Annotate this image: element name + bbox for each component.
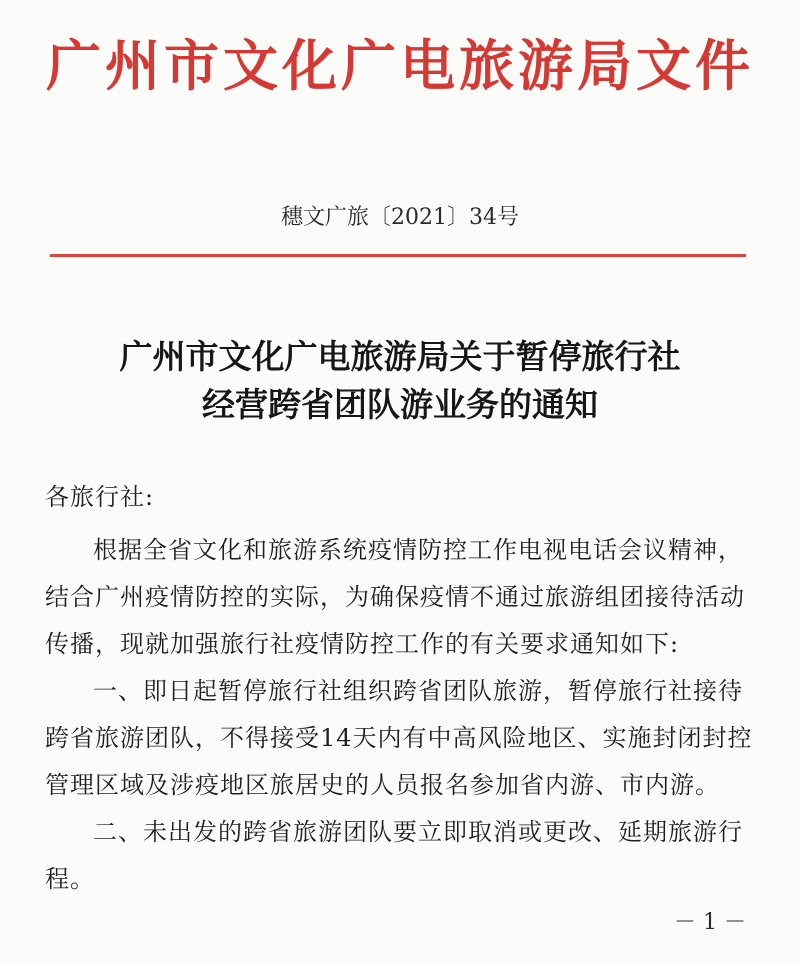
item-1-line-3: 管理区域及涉疫地区旅居史的人员报名参加省内游、市内游。	[45, 771, 720, 799]
document-number: 穗文广旅〔2021〕34号	[281, 205, 519, 230]
item-1-line-2: 跨省旅游团队，不得接受14天内有中高风险地区、实施封闭封控	[45, 724, 753, 752]
item-1-line-1: 一、即日起暂停旅行社组织跨省团队旅游，暂停旅行社接待	[93, 677, 743, 705]
red-divider-line	[50, 254, 746, 257]
salutation: 各旅行社:	[45, 483, 155, 511]
item-2-line-2: 程。	[45, 865, 95, 893]
notice-title	[40, 333, 760, 429]
notice-title-line-1: 广州市文化广电旅游局关于暂停旅行社	[119, 337, 681, 376]
paragraph-1-line-3: 传播，现就加强旅行社疫情防控工作的有关要求通知如下:	[45, 630, 680, 658]
issuer-header: 广州市文化广电旅游局文件	[45, 33, 754, 98]
notice-title-line-2: 经营跨省团队游业务的通知	[202, 385, 598, 424]
page-number: － 1 －	[674, 910, 746, 935]
paragraph-1-line-1: 根据全省文化和旅游系统疫情防控工作电视电话会议精神，	[93, 536, 743, 564]
item-2-line-1: 二、未出发的跨省旅游团队要立即取消或更改、延期旅游行	[93, 818, 743, 846]
paragraph-1-line-2: 结合广州疫情防控的实际，为确保疫情不通过旅游组团接待活动	[45, 583, 745, 611]
